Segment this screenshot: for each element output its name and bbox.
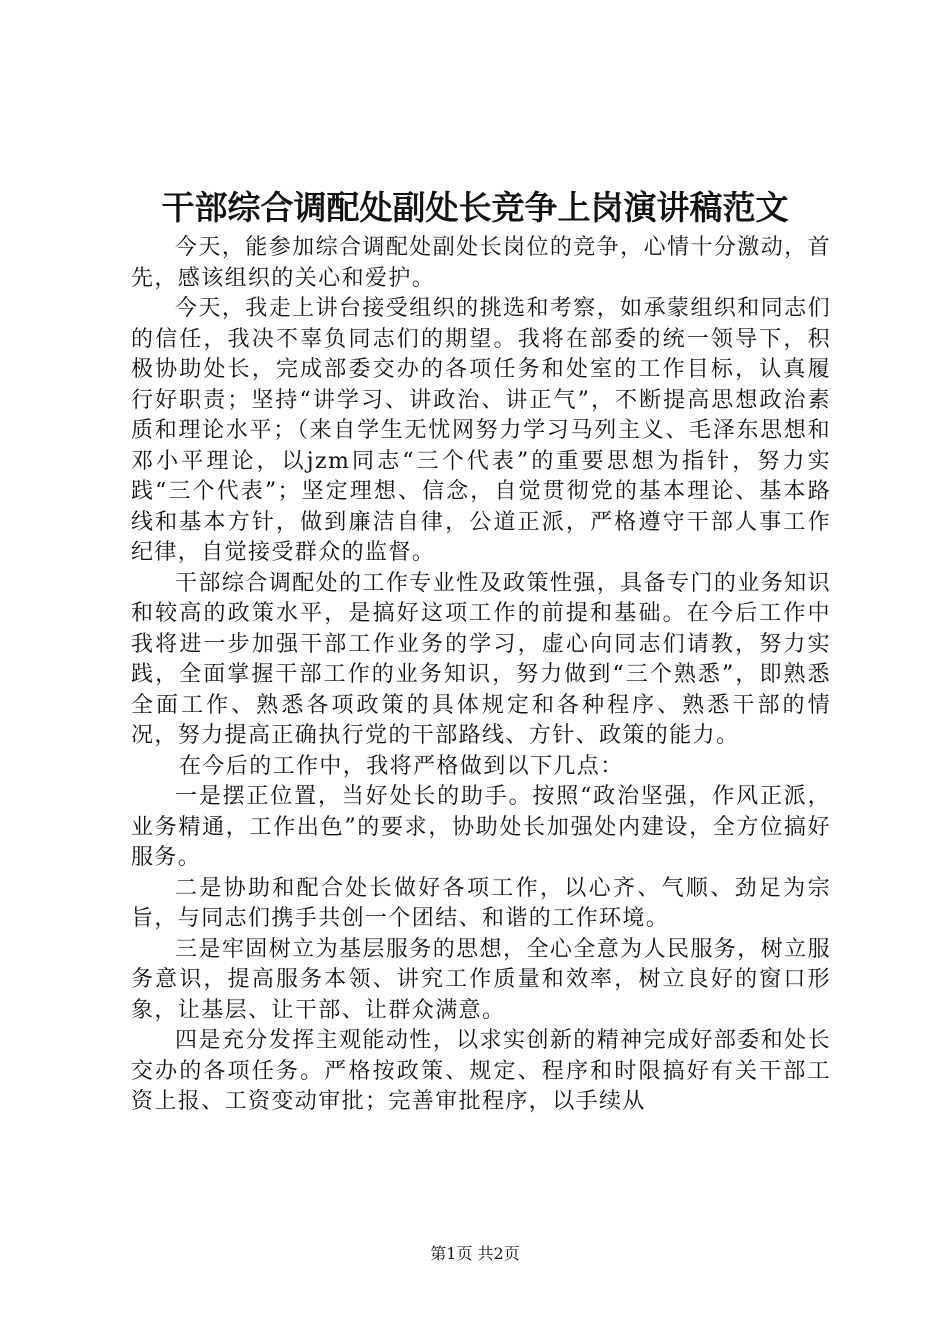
paragraph: 一是摆正位置，当好处长的助手。按照“政治坚强，作风正派，业务精通，工作出色”的要求，协助处长加强处内建设，全方位搞好服务。 [131,784,831,870]
paragraph: 三是牢固树立为基层服务的思想，全心全意为人民服务，树立服务意识，提高服务本领、讲究工作质量和效率，树立良好的窗口形象，让基层、让干部、让群众满意。 [131,936,831,1023]
paragraph: 今天，我走上讲台接受组织的挑选和考察，如承蒙组织和同志们的信任，我决不辜负同志们的期望。我将在部委的统一领导下，积极协助处长，完成部委交办的各项任务和处室的工作目标，认真履行好职责；坚持“讲学习、讲政治、讲正气”，不断提高思想政治素质和理论水平；（来自学生无忧网努力学习马列主义、毛泽东思想和邓小平理论，以jzm同志“三个代表”的重要思想为指针，努力实践“三个代表”；坚定理想、信念，自觉贯彻党的基本理论、基本路线和基本方针，做到廉洁自律，公道正派，严格遵守干部人事工作纪律，自觉接受群众的监督。 [131,296,831,565]
paragraph: 今天，能参加综合调配处副处长岗位的竞争，心情十分激动，首先，感该组织的关心和爱护。 [131,235,831,291]
paragraph: 在今后的工作中，我将严格做到以下几点： [179,753,624,779]
page-footer: 第1页 共2页 [430,1244,520,1263]
document-body [131,233,831,1118]
document-title: 干部综合调配处副处长竞争上岗演讲稿范文 [161,188,789,227]
paragraph: 二是协助和配合处长做好各项工作，以心齐、气顺、劲足为宗旨，与同志们携手共创一个团结、和谐的工作环境。 [131,875,831,931]
paragraph: 四是充分发挥主观能动性，以求实创新的精神完成好部委和处长交办的各项任务。严格按政策、规定、程序和时限搞好有关干部工资上报、工资变动审批；完善审批程序，以手续从 [131,1028,831,1114]
paragraph: 干部综合调配处的工作专业性及政策性强，具备专门的业务知识和较高的政策水平，是搞好这项工作的前提和基础。在今后工作中我将进一步加强干部工作业务的学习，虚心向同志们请教，努力实践，全面掌握干部工作的业务知识，努力做到“三个熟悉”，即熟悉全面工作、熟悉各项政策的具体规定和各种程序、熟悉干部的情况，努力提高正确执行党的干部路线、方针、政策的能力。 [131,570,831,748]
